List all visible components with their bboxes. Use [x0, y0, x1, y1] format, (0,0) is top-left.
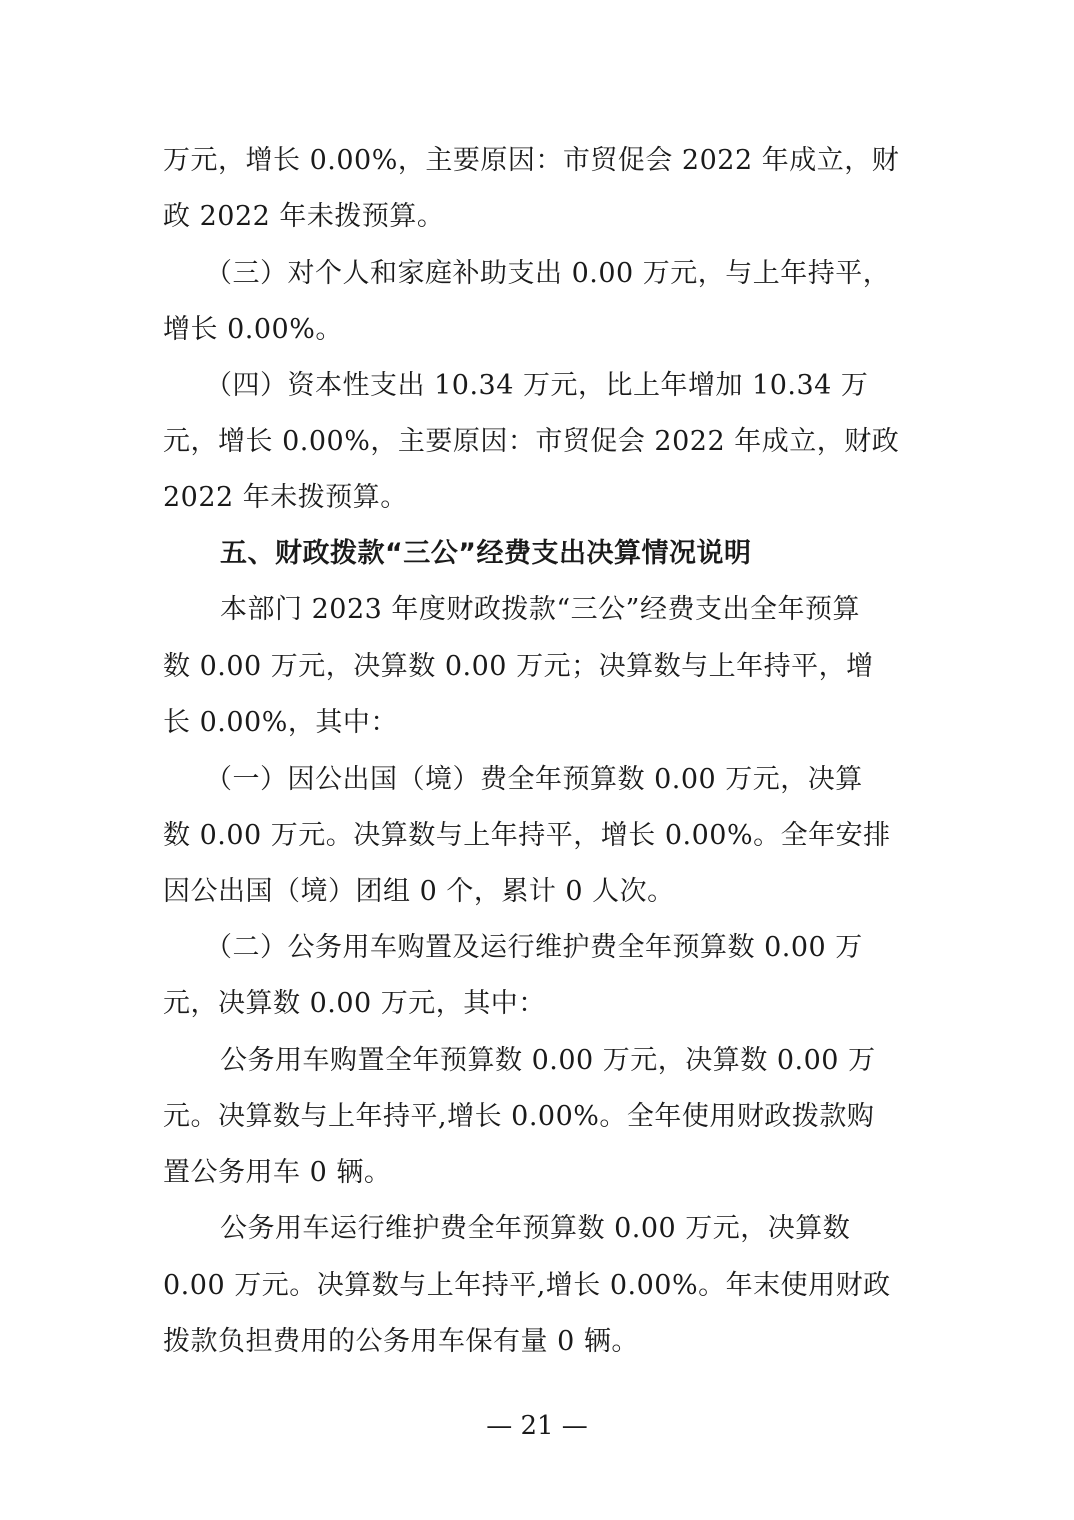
body-text-line: 0.00 万元。决算数与上年持平,增长 0.00%。年末使用财政: [163, 1270, 891, 1301]
section-item-4: （四）资本性支出 10.34 万元，比上年增加 10.34 万: [205, 370, 869, 401]
body-text-line: 元，增长 0.00%，主要原因：市贸促会 2022 年成立，财政: [163, 426, 900, 457]
body-text-line: 长 0.00%，其中：: [163, 707, 398, 738]
paragraph-start: 公务用车运行维护费全年预算数 0.00 万元，决算数: [220, 1213, 851, 1244]
page-number: — 21 —: [486, 1411, 588, 1441]
body-text-line: 数 0.00 万元，决算数 0.00 万元；决算数与上年持平，增: [163, 651, 874, 682]
body-text-line: 政 2022 年未拨预算。: [163, 201, 445, 232]
paragraph-start: 本部门 2023 年度财政拨款“三公”经费支出全年预算: [220, 594, 860, 625]
paragraph-start: 公务用车购置全年预算数 0.00 万元，决算数 0.00 万: [220, 1045, 876, 1076]
body-text-line: 置公务用车 0 辆。: [163, 1157, 392, 1188]
body-text-line: 万元，增长 0.00%，主要原因：市贸促会 2022 年成立，财: [163, 145, 900, 176]
body-text-line: 2022 年未拨预算。: [163, 482, 408, 513]
body-text-line: 增长 0.00%。: [163, 314, 343, 345]
body-text-line: 数 0.00 万元。决算数与上年持平，增长 0.00%。全年安排: [163, 820, 891, 851]
body-text-line: 元，决算数 0.00 万元，其中：: [163, 988, 546, 1019]
section-item-3: （三）对个人和家庭补助支出 0.00 万元，与上年持平，: [205, 258, 891, 289]
body-text-line: 拨款负担费用的公务用车保有量 0 辆。: [163, 1326, 639, 1357]
section-heading: 五、财政拨款“三公”经费支出决算情况说明: [220, 538, 752, 569]
section-item-2: （二）公务用车购置及运行维护费全年预算数 0.00 万: [205, 932, 863, 963]
body-text-line: 因公出国（境）团组 0 个，累计 0 人次。: [163, 876, 675, 907]
body-text-line: 元。决算数与上年持平,增长 0.00%。全年使用财政拨款购: [163, 1101, 875, 1132]
section-item-1: （一）因公出国（境）费全年预算数 0.00 万元，决算: [205, 764, 863, 795]
